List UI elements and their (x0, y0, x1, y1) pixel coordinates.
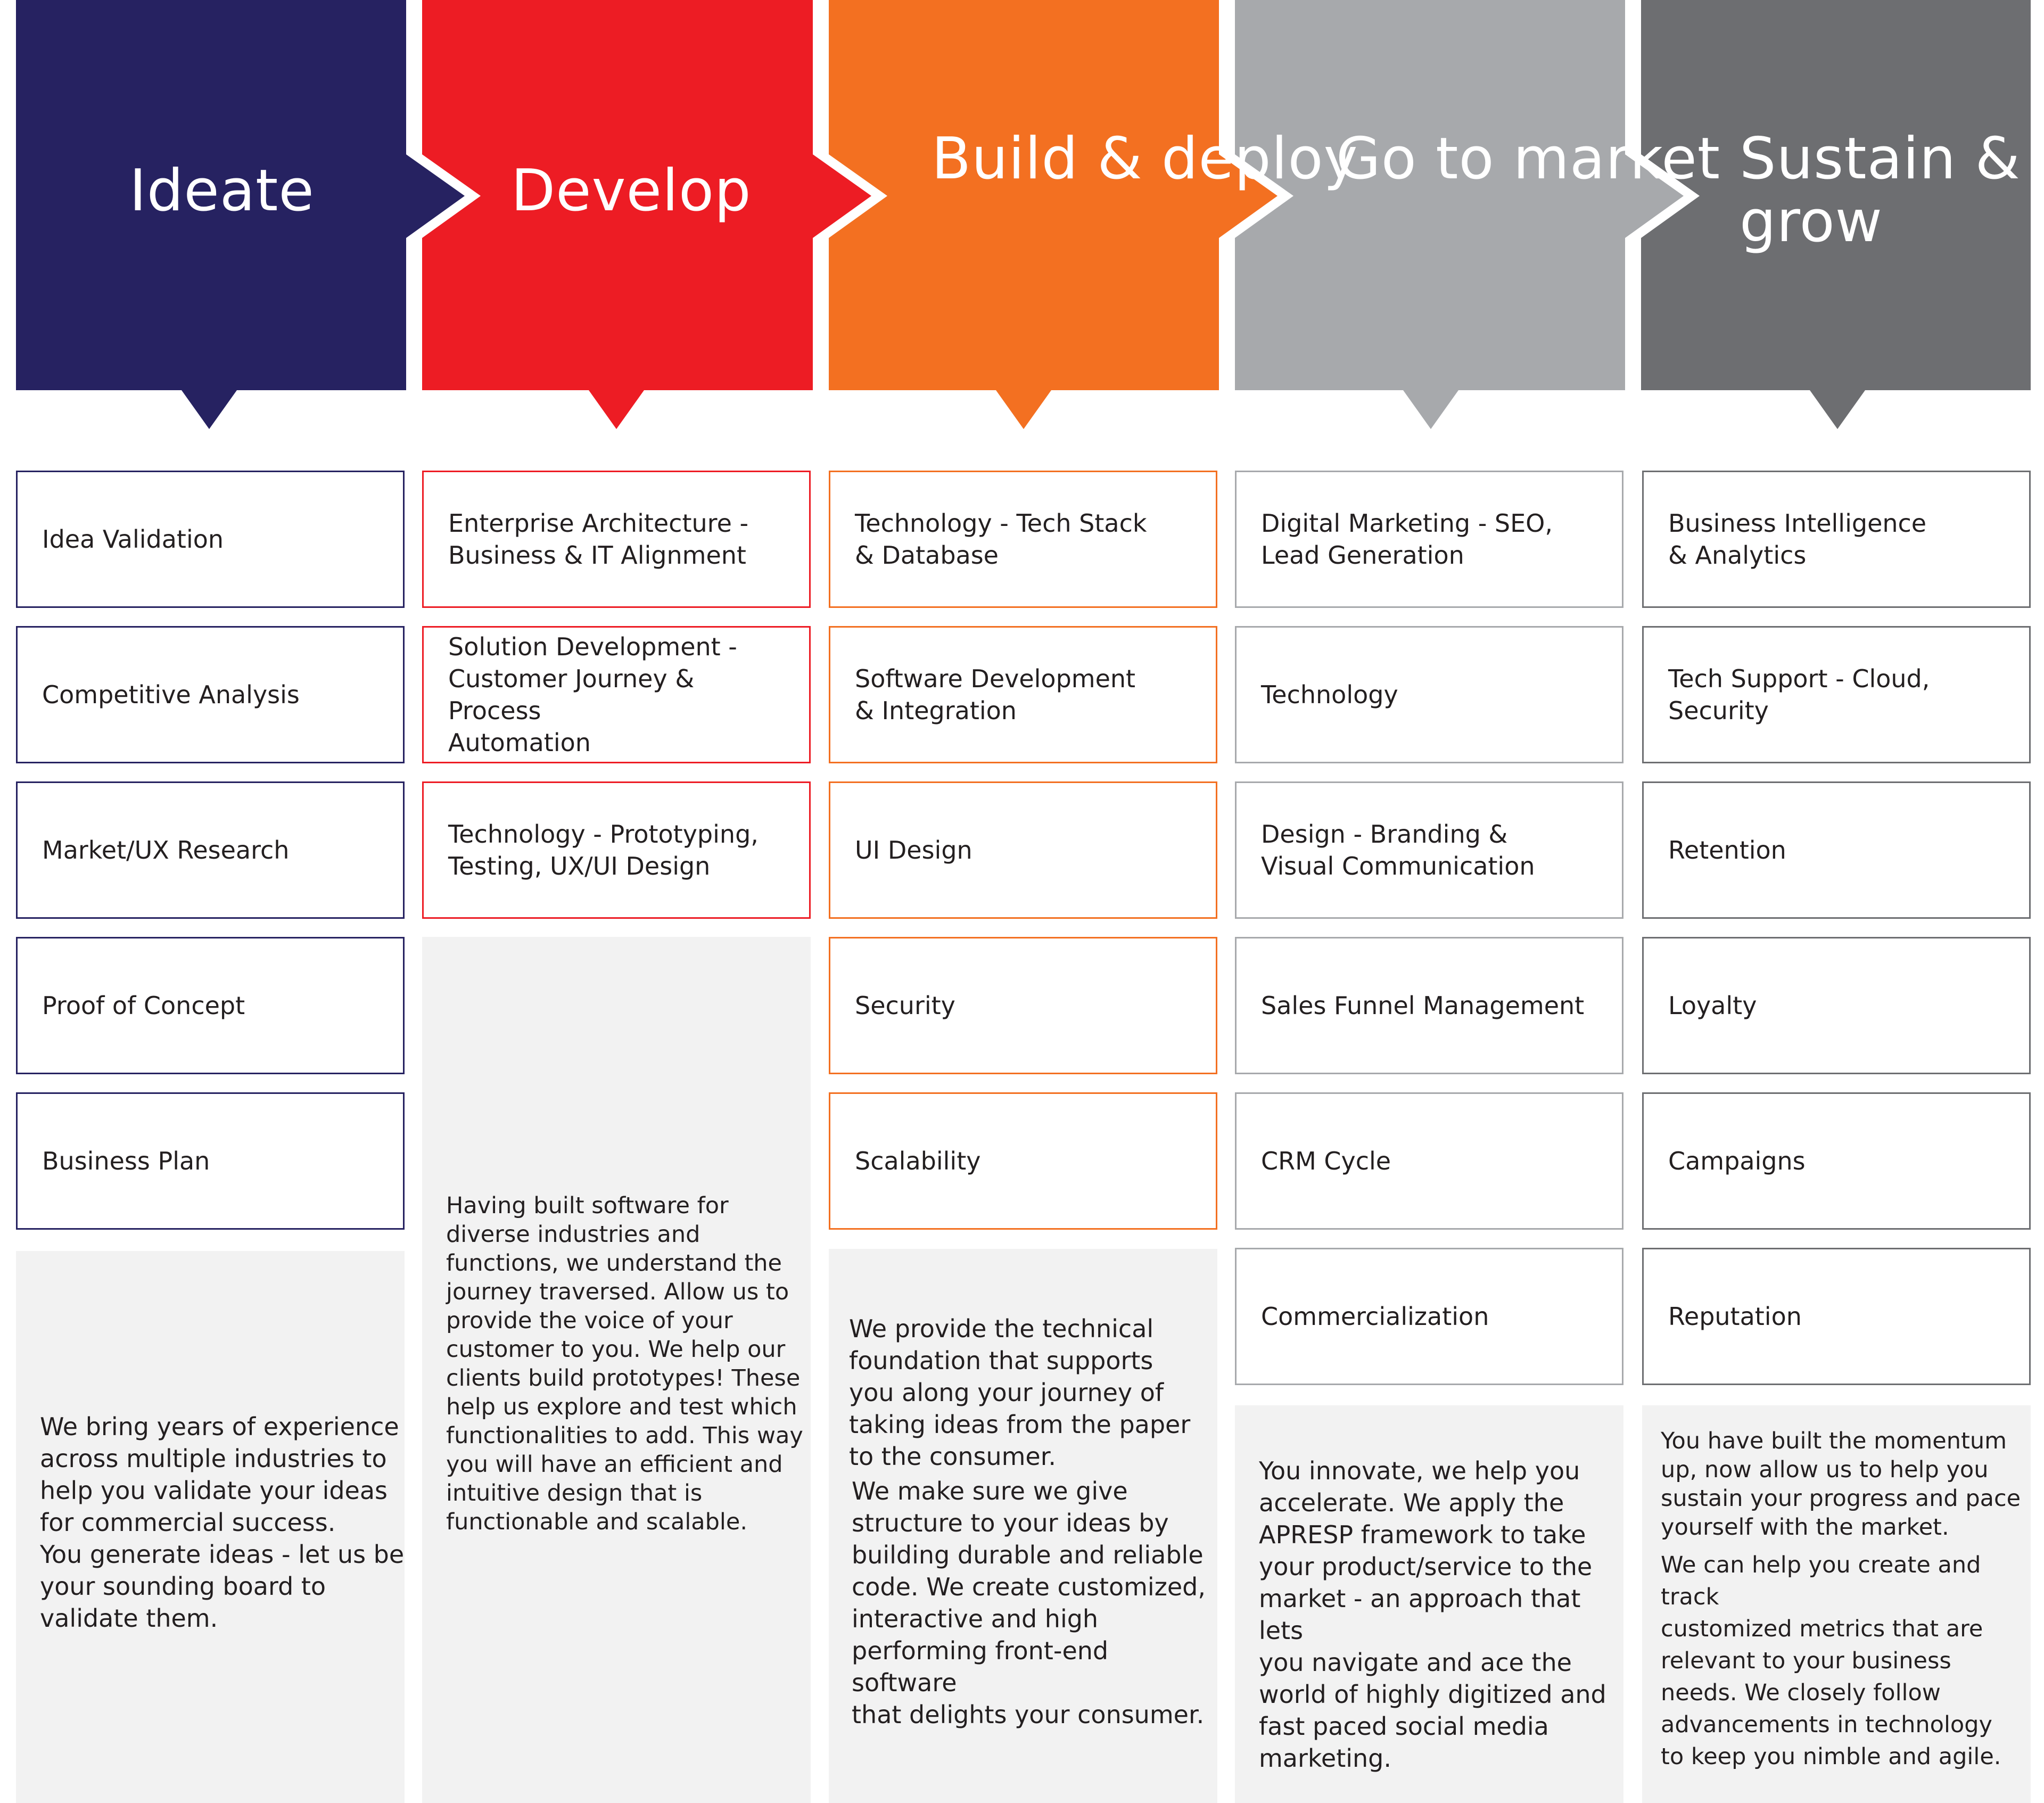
sustain-grow-item (1642, 1092, 2031, 1230)
go-to-market-item-label: Design - Branding & Visual Communication (1261, 820, 1535, 880)
develop-item-label: Enterprise Architecture - Business & IT Alignment (448, 509, 749, 570)
ideate-description-panel (16, 1251, 405, 1803)
develop-description-panel (422, 937, 811, 1803)
build-deploy-arrow-shape (829, 0, 1278, 429)
develop-description: Having built software for diverse industries and functions, we understand the journey traversed. Allow us to provide the voice of your customer to you. We help our clients build prototypes! These help us explore and test which functionalities to add. This way you will have an efficient and intuitive design that is functionable and scalable. (446, 1192, 803, 1535)
build-deploy-item (829, 1092, 1217, 1230)
go-to-market-item (1235, 937, 1623, 1074)
stage-title-ideate: Ideate (129, 158, 315, 224)
stage-title-go-to-market: Go to market (1336, 126, 1721, 192)
sustain-grow-item (1642, 1248, 2031, 1385)
build-deploy-item (829, 626, 1217, 763)
build-deploy-item (829, 471, 1217, 608)
develop-item-label: Solution Development - Customer Journey & Process Automation (448, 632, 737, 757)
build-deploy-item (829, 781, 1217, 919)
go-to-market-item-label: Digital Marketing - SEO, Lead Generation (1261, 509, 1553, 570)
go-to-market-arrow-shape (1235, 0, 1684, 429)
go-to-market-item (1235, 781, 1623, 919)
ideate-item (16, 781, 405, 919)
sustain-grow-item (1642, 471, 2031, 608)
sustain-grow-item-label: Tech Support - Cloud, Security (1668, 664, 1930, 725)
sustain-grow-description-part1: You have built the momentum up, now allow us to help you sustain your progress and pace yourself with the market. (1661, 1428, 2021, 1541)
sustain-grow-item-label: Campaigns (1668, 1147, 1806, 1175)
ideate-item (16, 626, 405, 763)
sustain-grow-item (1642, 626, 2031, 763)
build-deploy-item-label: Security (855, 991, 955, 1020)
ideate-item-label: Market/UX Research (42, 836, 290, 865)
stage-title-build-deploy: Build & deploy (932, 126, 1358, 192)
build-deploy-item-label: Scalability (855, 1147, 981, 1175)
sustain-grow-item-label: Reputation (1668, 1302, 1802, 1331)
build-deploy-description-panel (829, 1249, 1217, 1803)
ideate-description: We bring years of experience across multiple industries to help you validate your ideas for commercial success. You generate ideas - let us be your sounding board to validate them. (40, 1412, 405, 1633)
ideate-item-label: Proof of Concept (42, 991, 245, 1020)
build-deploy-description-part2: We make sure we give structure to your ideas by building durable and reliable code. We create customized, interactive and high performing front-end software that delights your consumer. (852, 1477, 1206, 1729)
ideate-item (16, 471, 405, 608)
sustain-grow-description-part2: We can help you create and track customized metrics that are relevant to your business needs. We closely follow advancements in technology to keep you nimble and agile. (1661, 1552, 2001, 1770)
ideate-item-label: Business Plan (42, 1147, 210, 1175)
go-to-market-item (1235, 1092, 1623, 1230)
develop-item (422, 471, 811, 608)
ideate-item-label: Idea Validation (42, 525, 224, 554)
go-to-market-item-label: CRM Cycle (1261, 1147, 1391, 1175)
go-to-market-description: You innovate, we help you accelerate. We apply the APRESP framework to take your product/service to the market - an approach that lets you navigate and ace the world of highly digitized and fast paced social media marketing. (1259, 1456, 1606, 1773)
sustain-grow-item-label: Business Intelligence & Analytics (1668, 509, 1927, 570)
go-to-market-item (1235, 1248, 1623, 1385)
build-deploy-item-label: UI Design (855, 836, 972, 865)
stage-title-develop: Develop (511, 158, 752, 224)
develop-item (422, 781, 811, 919)
go-to-market-item-label: Commercialization (1261, 1302, 1489, 1331)
build-deploy-description-part1: We provide the technical foundation that supports you along your journey of taking ideas from the paper to the consumer. (849, 1314, 1191, 1471)
go-to-market-item (1235, 471, 1623, 608)
sustain-grow-item (1642, 781, 2031, 919)
go-to-market-item-label: Technology (1261, 680, 1398, 709)
develop-item-label: Technology - Prototyping, Testing, UX/UI Design (448, 820, 759, 880)
ideate-item (16, 1092, 405, 1230)
go-to-market-item (1235, 626, 1623, 763)
sustain-grow-item-label: Retention (1668, 836, 1786, 865)
develop-item (422, 626, 811, 763)
sustain-grow-item-label: Loyalty (1668, 991, 1757, 1020)
build-deploy-item-label: Software Development & Integration (855, 664, 1136, 725)
go-to-market-description-panel (1235, 1405, 1623, 1803)
build-deploy-item (829, 937, 1217, 1074)
stage-title-sustain-grow: Sustain & grow (1740, 126, 2021, 255)
build-deploy-item-label: Technology - Tech Stack & Database (855, 509, 1147, 570)
go-to-market-item-label: Sales Funnel Management (1261, 991, 1585, 1020)
sustain-grow-description-panel (1642, 1405, 2031, 1803)
ideate-item (16, 937, 405, 1074)
ideate-item-label: Competitive Analysis (42, 680, 300, 709)
sustain-grow-item (1642, 937, 2031, 1074)
